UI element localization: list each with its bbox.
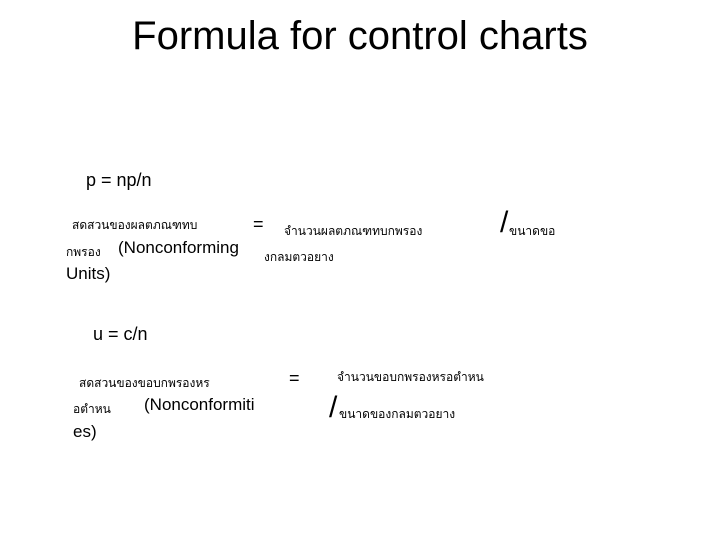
u-equals-sign: =: [289, 368, 300, 388]
u-formula: u = c/n: [93, 324, 148, 344]
p-formula: p = np/n: [86, 170, 152, 190]
p-label-line1: สดสวนของผลตภณฑทบ: [72, 218, 198, 232]
u-rhs-line1: จำนวนขอบกพรองหรอตำหน: [337, 370, 484, 384]
u-label-line3: es): [73, 422, 97, 441]
p-label-line3: Units): [66, 264, 111, 283]
p-rhs-line2: งกลมตวอยาง: [264, 250, 334, 264]
u-label-line1: สดสวนของขอบกพรองหร: [79, 376, 210, 390]
p-equals-sign: =: [253, 214, 264, 234]
p-label-line2-en: (Nonconforming: [118, 238, 239, 257]
u-label-line2-thai: อตำหน: [73, 402, 111, 416]
slide-title: Formula for control charts: [132, 14, 588, 58]
p-label-line2-thai: กพรอง: [66, 245, 101, 259]
p-rhs-line1: จำนวนผลตภณฑทบกพรอง: [284, 224, 423, 238]
p-divide-slash: /: [500, 206, 509, 239]
u-divide-text: ขนาดของกลมตวอยาง: [339, 407, 456, 421]
p-divide-text: ขนาดขอ: [509, 224, 556, 238]
u-divide-slash: /: [329, 391, 338, 424]
u-label-line2-en: (Nonconformiti: [144, 395, 255, 414]
